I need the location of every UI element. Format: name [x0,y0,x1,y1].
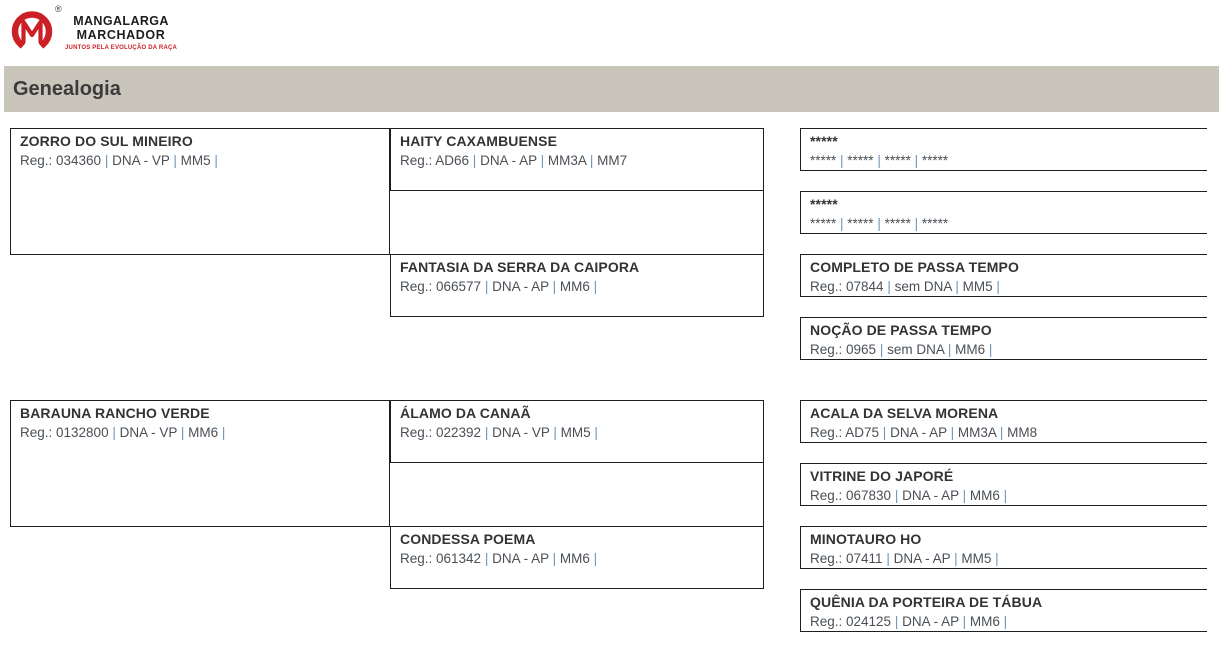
box-dam-sire-sire[interactable] [800,400,1207,443]
brand-tagline: JUNTOS PELA EVOLUÇÃO DA RAÇA [65,45,178,51]
horse-reg: Reg.: 066577 | DNA - AP | MM6 | [400,279,598,294]
box-sire-dam[interactable] [390,254,764,317]
horse-name: BARAUNA RANCHO VERDE [20,405,210,421]
box-sire[interactable] [10,128,390,255]
registered-trademark-icon: ® [55,4,62,14]
abccmm-logo[interactable] [8,2,208,60]
box-sire-sire-sire [800,128,1207,171]
horse-reg: Reg.: 07844 | sem DNA | MM5 | [810,279,1000,294]
horse-reg: ***** | ***** | ***** | ***** [810,153,949,168]
horse-name: HAITY CAXAMBUENSE [400,133,558,149]
horse-reg: Reg.: 024125 | DNA - AP | MM6 | [810,614,1008,629]
horse-reg: ***** | ***** | ***** | ***** [810,216,949,231]
brand-wordmark [65,14,177,52]
box-dam-dam-dam[interactable] [800,589,1207,632]
horse-name: NOÇÃO DE PASSA TEMPO [810,322,992,338]
horse-reg: Reg.: 0965 | sem DNA | MM6 | [810,342,993,357]
box-dam-dam-sire[interactable] [800,526,1207,569]
horse-name: ZORRO DO SUL MINEIRO [20,133,193,149]
horse-name: FANTASIA DA SERRA DA CAIPORA [400,259,640,275]
box-sire-dam-dam[interactable] [800,317,1207,360]
horse-name: VITRINE DO JAPORÉ [810,468,954,484]
brand-line1: MANGALARGA [73,14,169,28]
horse-reg: Reg.: 022392 | DNA - VP | MM5 | [400,425,598,440]
horse-name: ÁLAMO DA CANAÃ [400,405,531,421]
box-dam-sire-dam[interactable] [800,463,1207,506]
horse-name: COMPLETO DE PASSA TEMPO [810,259,1019,275]
horse-name: QUÊNIA DA PORTEIRA DE TÁBUA [810,594,1043,610]
horse-reg: Reg.: AD75 | DNA - AP | MM3A | MM8 [810,425,1038,440]
horse-reg: Reg.: 07411 | DNA - AP | MM5 | [810,551,999,566]
horse-name: MINOTAURO HO [810,531,922,547]
horse-reg: Reg.: 034360 | DNA - VP | MM5 | [20,153,218,168]
pedigree-connector [763,462,764,527]
brand-line2: MARCHADOR [76,28,166,42]
pedigree-connector [763,190,764,255]
horse-reg: Reg.: 0132800 | DNA - VP | MM6 | [20,425,226,440]
box-sire-sire[interactable] [390,128,764,191]
box-dam-dam[interactable] [390,526,764,589]
horseshoe-logo-icon [10,5,54,55]
horse-name: CONDESSA POEMA [400,531,536,547]
horse-reg: Reg.: 067830 | DNA - AP | MM6 | [810,488,1008,503]
horse-name: ACALA DA SELVA MORENA [810,405,999,421]
horse-reg: Reg.: AD66 | DNA - AP | MM3A | MM7 [400,153,628,168]
box-dam[interactable] [10,400,390,527]
horse-name: ***** [810,196,838,212]
page-title-bar [4,66,1219,112]
box-sire-sire-dam [800,191,1207,234]
box-sire-dam-sire[interactable] [800,254,1207,297]
horse-reg: Reg.: 061342 | DNA - AP | MM6 | [400,551,598,566]
box-dam-sire[interactable] [390,400,764,463]
horse-name: ***** [810,133,838,149]
page-title: Genealogia [13,78,121,100]
